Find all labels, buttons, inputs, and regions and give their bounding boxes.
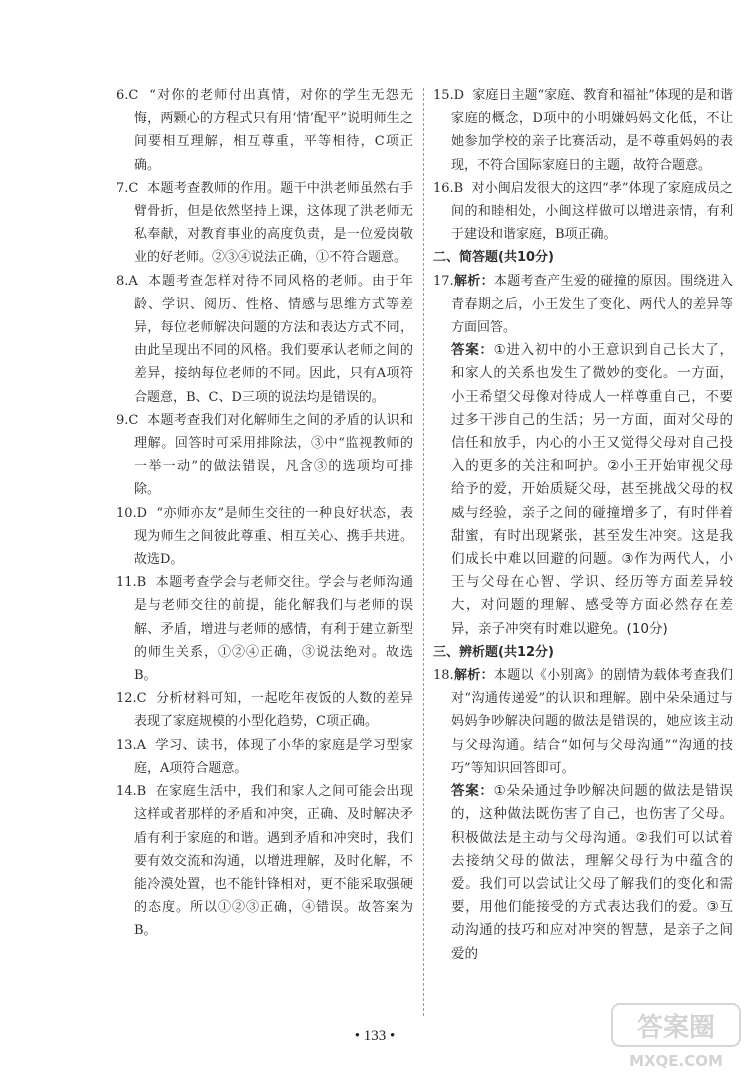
answer-explanation: 家庭日主题“家庭、教育和福祉”体现的是和谐家庭的概念，D项中的小明嫌妈妈文化低，不让她参加学校的亲子比赛活动，是不尊重妈妈的表现，不符合国际家庭日的主题，故符合题意。 — [451, 88, 733, 173]
answer-item — [433, 177, 733, 247]
answer-explanation: 本题考查我们对化解师生之间的矛盾的认识和理解。回答时可采用排除法，③中“监视教师的一举一动”的做法错误，凡含③的选项均可排除。 — [134, 412, 413, 498]
analysis-text: 本题考查产生爱的碰撞的原因。围绕进入青春期之后，小王发生了变化、两代人的差异等方面回答。 — [451, 273, 733, 336]
question-17-analysis — [433, 270, 733, 340]
answer-explanation: “亦师亦友”是师生交往的一种良好状态，表现为师生之间彼此尊重、相互关心、携手共进。故选D。 — [134, 505, 413, 568]
question-number: 18. — [433, 668, 454, 684]
answer-list-left — [116, 84, 413, 943]
right-column — [433, 84, 733, 966]
question-number: 14.B — [116, 784, 147, 800]
answer-explanation: “对你的老师付出真情，对你的学生无怨无悔，两颗心的方程式只有用‘情’配平”说明师生之间要相互理解，相互尊重，平等相待，C项正确。 — [134, 88, 413, 173]
watermark-logo — [610, 1000, 742, 1072]
question-number: 9.C — [116, 412, 139, 428]
analysis-label: 解析： — [453, 668, 494, 684]
answer-item — [116, 780, 413, 942]
answer-item — [116, 409, 413, 502]
answer-label: 答案： — [451, 783, 494, 800]
column-divider — [423, 88, 424, 1016]
question-number: 16.B — [433, 180, 464, 196]
question-number: 17. — [433, 273, 454, 289]
answer-explanation: 对小闽启发很大的这四“孝”体现了家庭成员之间的和睦相处，小闽这样做可以增进亲情，有利于建设和谐家庭，B项正确。 — [451, 180, 733, 243]
answer-item — [116, 270, 413, 409]
answer-item — [116, 734, 413, 780]
answer-text: ①进入初中的小王意识到自己长大了，和家人的关系也发生了微妙的变化。一方面，小王希望父母像对待成人一样尊重自己，不要过多干涉自己的生活；另一方面，面对父母的信任和放手，内心的小王又觉得父母对自己投入的更多的关注和呵护。②小王开始审视父母给予的爱，开始质疑父母，甚至挑战父母的权威与经验，亲子之间的碰撞增多了，有时伴着甜蜜，有时出现紧张，甚至发生冲突。这是我们成长中难以回避的问题。③作为两代人，小王与父母在心智、学识、经历等方面差异较大，对问题的理解、感受等方面必然存在差异，亲子冲突有时难以避免。(10分) — [451, 342, 734, 637]
question-number: 6.C — [116, 88, 139, 103]
question-number: 7.C — [116, 180, 139, 196]
question-number: 10.D — [116, 505, 148, 521]
analysis-text: 本题以《小别离》的剧情为载体考查我们对“沟通传递爱”的认识和理解。剧中朵朵通过与妈妈争吵解决问题的做法是错误的，她应该主动与父母沟通。结合“如何与父母沟通”“沟通的技巧”等知识回答即可。 — [451, 668, 733, 776]
answer-item — [116, 502, 413, 572]
page-number: • 133 • — [354, 1028, 396, 1044]
watermark-text-url: MXQE.COM — [629, 1052, 723, 1070]
answer-item — [433, 84, 733, 177]
section-title-short-answer: 二、简答题(共10分) — [433, 250, 554, 266]
question-number: 12.C — [116, 691, 147, 707]
section-title-analysis: 三、辨析题(共12分) — [433, 644, 554, 660]
question-number: 13.A — [116, 737, 147, 753]
answer-explanation: 在家庭生活中，我们和家人之间可能会出现这样或者那样的矛盾和冲突，正确、及时解决矛盾有利于家庭的和谐。遇到矛盾和冲突时，我们要有效交流和沟通，以增进理解，及时化解，不能冷漠处置，也不能针锋相对，更不能采取强硬的态度。所以①②③正确，④错误。故答案为B。 — [134, 784, 413, 939]
answer-item — [116, 687, 413, 733]
answer-item — [116, 177, 413, 270]
question-number: 11.B — [116, 575, 147, 591]
question-number: 8.A — [116, 273, 138, 289]
left-column — [116, 84, 413, 943]
answer-text: ①朵朵通过争吵解决问题的做法是错误的，这种做法既伤害了自己，也伤害了父母。积极做法是主动与父母沟通。②我们可以试着去接纳父母的做法，理解父母行为中蕴含的爱。我们可以尝试让父母了解我们的变化和需要，用他们能接受的方式表达我们的爱。③互动沟通的技巧和应对冲突的智慧，是亲子之间爱的 — [451, 783, 734, 962]
answer-explanation: 本题考查教师的作用。题干中洪老师虽然右手臂骨折，但是依然坚持上课，这体现了洪老师无私奉献，对教育事业的高度负责，是一位爱岗敬业的好老师。②③④说法正确，①不符合题意。 — [134, 180, 413, 266]
question-18-answer — [433, 780, 733, 966]
watermark-text-cn: 答案圈 — [636, 1013, 716, 1043]
answer-item — [116, 571, 413, 687]
answer-explanation: 学习、读书，体现了小华的家庭是学习型家庭，A项符合题意。 — [134, 737, 413, 776]
answer-label: 答案： — [451, 342, 494, 359]
answer-item — [116, 84, 413, 177]
answer-list-right — [433, 84, 733, 246]
question-number: 15.D — [433, 88, 465, 103]
answer-explanation: 分析材料可知，一起吃年夜饭的人数的差异表现了家庭规模的小型化趋势，C项正确。 — [134, 691, 413, 730]
answer-explanation: 本题考查怎样对待不同风格的老师。由于年龄、学识、阅历、性格、情感与思维方式等差异，每位老师解决问题的方法和表达方式不同，由此呈现出不同的风格。我们要承认老师之间的差异，接纳每位老师的不同。因此，只有A项符合题意，B、C、D三项的说法均是错误的。 — [134, 273, 413, 405]
question-18-analysis — [433, 664, 733, 780]
analysis-label: 解析： — [453, 273, 494, 289]
answer-explanation: 本题考查学会与老师交往。学会与老师沟通是与老师交往的前提，能化解我们与老师的误解、矛盾，增进与老师的感情，有利于建立新型的师生关系，①②④正确，③说法绝对。故选B。 — [134, 575, 413, 684]
question-17-answer — [433, 339, 733, 641]
